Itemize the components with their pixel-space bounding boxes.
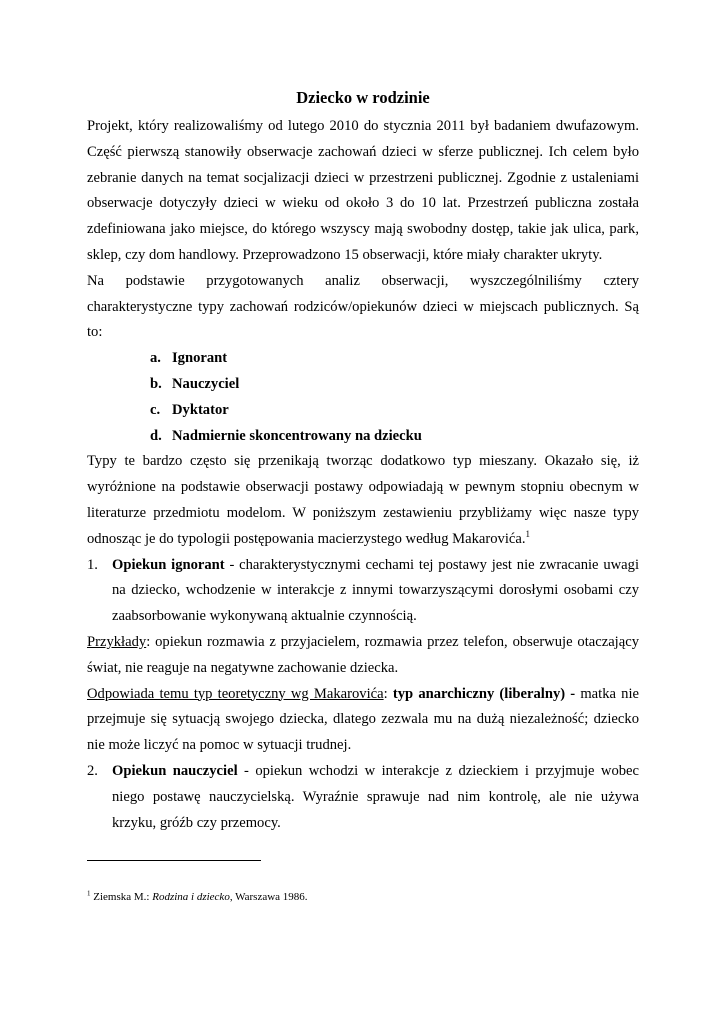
document-title: Dziecko w rodzinie [296,88,430,107]
theoretical-type: typ anarchiczny (liberalny) - [392,685,576,702]
item-text: - charakterystycznymi cechami tej postawy jest nie zwracanie uwagi na dziecko, wchodzenie w interakcje z innymi towarzyszącymi dorosłymi osobami czy zaabsorbowanie wykonywaną aktualnie czynnością. [112,556,640,625]
types-list [87,346,639,449]
footnote-separator [87,860,261,861]
types-list-item: d. Nadmiernie skoncentrowany na dziecku [150,427,422,444]
item-heading: Opiekun ignorant [112,556,225,573]
footnote-reference[interactable]: 1 [525,528,530,539]
item-text: - opiekun wchodzi w interakcje z dzieckiem i przyjmuje wobec niego postawę nauczycielską. Wyraźnie sprawuje nad nim kontrolę, ale nie używa krzyku, gróźb czy przemocy. [112,762,639,831]
item-number: 2. [87,762,98,779]
numbered-item-teacher [87,759,639,836]
numbered-item-ignorant [87,553,639,630]
document-page [87,88,639,836]
corresponds-label: Odpowiada temu typ teoretyczny wg Makarovića [87,685,384,702]
typology-paragraph: Typy te bardzo często się przenikają tworząc dodatkowo typ mieszany. Okazało się, iż wyróżnione na podstawie obserwacji postawy odpowiadają w pewnym stopniu obecnym w literaturze przedmiotu modelom. W poniższym zestawieniu przybliżamy więc nasze typy odnosząc je do typologii postępowania macierzystego według Makarovića.$^1$ [87,453,639,547]
footnote: $^1$ Ziemska M.: Rodzina i dziecko, Warszawa 1986. [87,889,308,903]
item-heading: Opiekun nauczyciel [112,762,238,779]
types-intro-paragraph: Na podstawie przygotowanych analiz obserwacji, wyszczególniliśmy cztery charakterystyczne typy zachowań rodziców/opiekunów dzieci w miejscach publicznych. Są to: [87,272,639,341]
types-list-item: a. Ignorant [150,350,228,367]
corresponds-paragraph: Odpowiada temu typ teoretyczny wg Makarovića: typ anarchiczny (liberalny) - matka nie przejmuje się sytuacją swojego dziecka, dlatego zezwala mu na dużą niezależność; dziecko nie może liczyć na pomoc w sytuacji trudnej. [87,685,639,754]
item-number: 1. [87,556,98,573]
book-title: Rodzina i dziecko [152,891,230,903]
examples-label: Przykłady [87,633,147,650]
types-list-item: b. Nauczyciel [150,375,240,392]
types-list-item: c. Dyktator [150,401,229,418]
examples-paragraph: Przykłady: opiekun rozmawia z przyjacielem, rozmawia przez telefon, obserwuje otaczający świat, nie reaguje na negatywne zachowanie dziecka. [87,633,639,676]
intro-paragraph: Projekt, który realizowaliśmy od lutego 2010 do stycznia 2011 był badaniem dwufazowym. Część pierwszą stanowiły obserwacje zachowań dzieci w sferze publicznej. Ich celem było zebranie danych na temat socjalizacji dzieci w przestrzeni publicznej. Zgodnie z ustaleniami obserwacje dotyczyły dzieci w wieku od około 3 do 10 lat. Przestrzeń publiczna została zdefiniowana jako miejsce, do którego wszyscy mają swobodny dostęp, takie jak ulica, park, sklep, czy dom handlowy. Przeprowadzono 15 obserwacji, które miały charakter ukryty. [87,118,639,263]
footnote-mark: 1 [87,889,91,898]
